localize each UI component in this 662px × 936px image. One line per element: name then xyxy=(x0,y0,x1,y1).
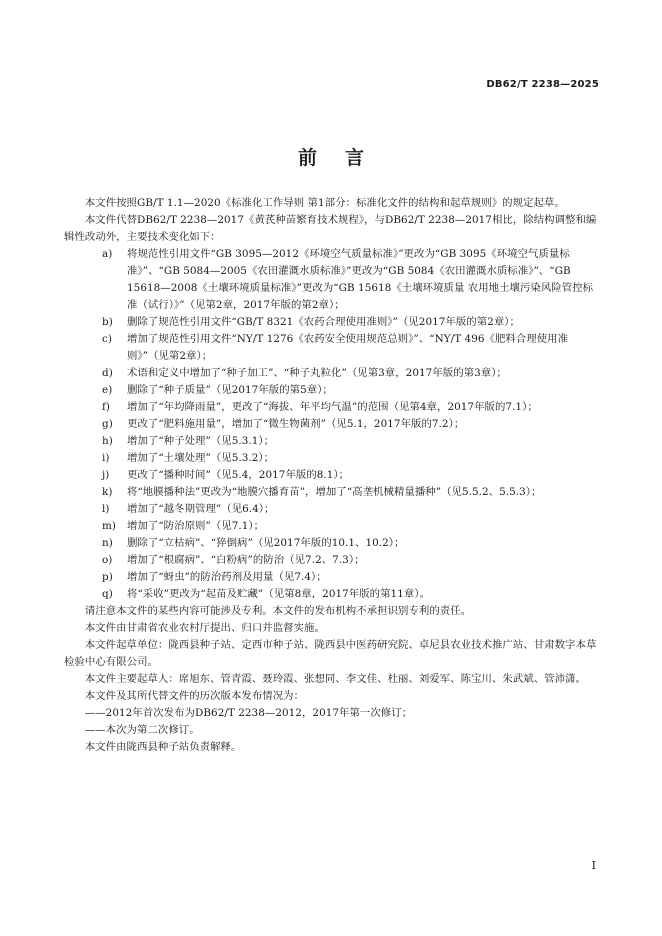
change-item xyxy=(64,552,599,569)
change-item xyxy=(64,518,599,535)
change-item xyxy=(64,246,599,314)
technical-changes-list xyxy=(64,246,599,603)
paragraph: 本文件代替DB62/T 2238—2017《黄芪种苗繁育技术规程》，与DB62/T 2238—2017相比，除结构调整和编辑性改动外，主要技术变化如下： xyxy=(64,214,597,243)
change-item xyxy=(64,365,599,382)
paragraph: 本文件起草单位：陇西县种子站、定西市种子站、陇西县中医药研究院、卓尼县农业技术推广站、甘肃数字本草检验中心有限公司。 xyxy=(64,639,597,668)
change-item-marker: j) xyxy=(102,469,110,481)
change-item-text: 增加了“种子处理”（见5.3.1）； xyxy=(127,435,275,447)
change-item xyxy=(64,450,599,467)
change-item xyxy=(64,484,599,501)
paragraph: 本文件及其所代替文件的历次版本发布情况为： xyxy=(84,690,305,702)
change-item xyxy=(64,586,599,603)
change-item xyxy=(64,416,599,433)
paragraph: 本文件由甘肃省农业农村厅提出、归口并监督实施。 xyxy=(84,622,325,634)
change-item-text: 将“采收”更改为“起苗及贮藏”（见第8章，2017年版的第11章）。 xyxy=(127,588,431,600)
change-item-marker: d) xyxy=(102,367,113,379)
change-item-text: 增加了“蚜虫”的防治药剂及用量（见7.4）； xyxy=(127,571,327,583)
change-item-text: 将“地膜播种法”更改为“地膜穴播育苗”，增加了“高垄机械精量播种”（见5.5.2、5.5.3）； xyxy=(127,486,542,498)
change-item-marker: b) xyxy=(102,316,113,328)
change-item-marker: g) xyxy=(102,418,113,430)
change-item-marker: n) xyxy=(102,537,113,549)
change-item-marker: k) xyxy=(102,486,113,498)
paragraph: 本文件主要起草人：席旭东、管青霞、聂玲霞、张想同、李文佳、杜丽、刘爱军、陈宝川、朱武斌、管沛潇。 xyxy=(84,673,586,685)
change-item-text: 增加了“防治原则”（见7.1）； xyxy=(127,520,265,532)
change-item xyxy=(64,314,599,331)
change-item-text: 术语和定义中增加了“种子加工”、“种子丸粒化”（见第3章，2017年版的第3章）； xyxy=(127,367,507,379)
change-item-marker: l) xyxy=(102,503,110,515)
change-item-marker: o) xyxy=(102,554,113,566)
paragraph: ——本次为第二次修订。 xyxy=(84,724,200,736)
change-item xyxy=(64,382,599,399)
change-item-text: 增加了“年均降雨量”，更改了“海拔、年平均气温”的范围（见第4章，2017年版的7.1）； xyxy=(127,401,538,413)
paragraph: ——2012年首次发布为DB62/T 2238—2012，2017年第一次修订； xyxy=(84,707,413,719)
change-item-text: 增加了“土壤处理”（见5.3.2）； xyxy=(127,452,275,464)
change-item xyxy=(64,433,599,450)
change-item xyxy=(64,399,599,416)
change-item-text: 删除了“种子质量”（见2017年版的第5章）； xyxy=(127,384,333,396)
change-item-marker: q) xyxy=(102,588,113,600)
change-item-text: 增加了“根腐病”、“白粉病”的防治（见7.2、7.3）； xyxy=(127,554,365,566)
change-item-marker: c) xyxy=(102,333,112,345)
change-item-text: 删除了规范性引用文件“GB/T 8321《农药合理使用准则》”（见2017年版的第2章）； xyxy=(127,316,520,328)
change-item-marker: m) xyxy=(102,520,117,532)
change-item-marker: h) xyxy=(102,435,113,447)
change-item-marker: f) xyxy=(102,401,110,413)
change-item-text: 将规范性引用文件“GB 3095—2012《环境空气质量标准》”更改为“GB 3095《环境空气质量标准》”、“GB 5084—2005《农田灌溉水质标准》”更改为“GB 5084《农田灌溉水质标准》”、“GB 15618—2008《土壤环境质量标准》”更改为“GB 15618《土壤环境质量 农用地土壤污染风险管控标准（试行）》”（见第2章，2017年版的第2章）； xyxy=(127,248,594,311)
change-item-text: 增加了规范性引用文件“NY/T 1276《农药安全使用规范总则》”、“NY/T 496《肥料合理使用准则》”（见第2章）； xyxy=(127,333,569,362)
change-item-text: 更改了“播种时间”（见5.4，2017年版的8.1）； xyxy=(127,469,350,481)
intro-paragraphs xyxy=(64,195,599,246)
change-item xyxy=(64,569,599,586)
change-item-text: 删除了“立枯病”、“猝倒病”（见2017年版的10.1、10.2）； xyxy=(127,537,405,549)
change-item-marker: i) xyxy=(102,452,110,464)
document-code: DB62/T 2238—2025 xyxy=(486,79,599,90)
change-item-text: 增加了“越冬期管理”（见6.4）； xyxy=(127,503,275,515)
change-item-marker: e) xyxy=(102,384,113,396)
change-item-marker: p) xyxy=(102,571,113,583)
closing-paragraphs xyxy=(64,603,599,756)
paragraph: 本文件按照GB/T 1.1—2020《标准化工作导则 第1部分：标准化文件的结构和起草规则》的规定起草。 xyxy=(84,197,565,209)
change-item-marker: a) xyxy=(102,248,113,260)
page-number: I xyxy=(591,859,596,872)
change-item-text: 更改了“肥料施用量”，增加了“微生物菌剂”（见5.1，2017年版的7.2）； xyxy=(127,418,465,430)
page-title: 前言 xyxy=(297,147,392,169)
change-item xyxy=(64,331,599,365)
change-item xyxy=(64,467,599,484)
paragraph: 本文件由陇西县种子站负责解释。 xyxy=(84,741,242,753)
change-item xyxy=(64,501,599,518)
foreword-body xyxy=(64,195,599,756)
paragraph: 请注意本文件的某些内容可能涉及专利。本文件的发布机构不承担识别专利的责任。 xyxy=(84,605,472,617)
change-item xyxy=(64,535,599,552)
